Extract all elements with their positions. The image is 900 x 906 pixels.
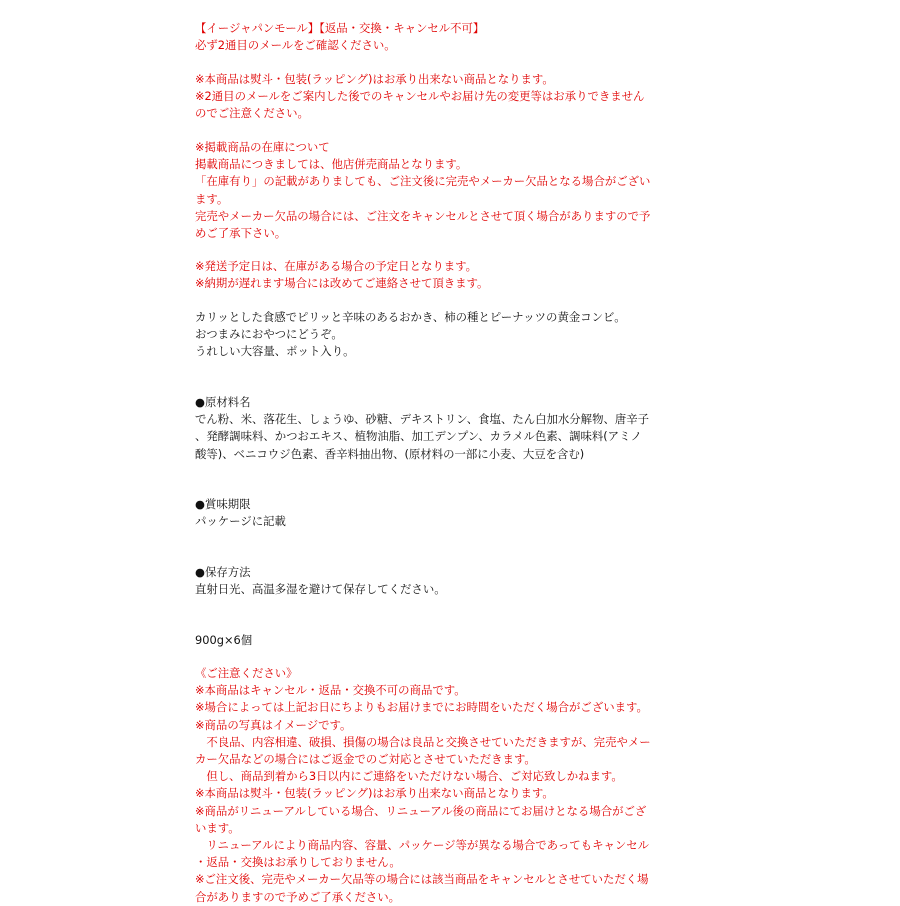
stock-notice-line: 「在庫有り」の記載がありましても、ご注文後に完売やメーカー欠品となる場合がござい <box>195 174 651 189</box>
caution-line: ※商品がリニューアルしている場合、リニューアル後の商品にてお届けとなる場合がござ <box>195 803 647 818</box>
wrapping-notice <box>195 71 675 123</box>
caution-line: 合がありますので予めご了承ください。 <box>195 889 401 904</box>
shipping-notice <box>195 258 675 292</box>
wrapping-notice-line: ※2通目のメールをご案内した後でのキャンセルやお届け先の変更等はお承りできません <box>195 89 645 104</box>
stock-notice-line: ※掲載商品の在庫について <box>195 140 330 154</box>
caution-line: リニューアルにより商品内容、容量、パッケージ等が異なる場合であってもキャンセル <box>195 838 650 853</box>
ingredients-section <box>195 394 675 463</box>
stock-notice-line: めご了承下さい。 <box>195 226 287 241</box>
best-before-heading: ●賞味期限 <box>195 497 251 511</box>
best-before-section <box>195 496 675 530</box>
ingredients-heading: ●原材料名 <box>195 395 251 409</box>
ingredients-line: 、発酵調味料、かつおエキス、植物油脂、加工デンプン、カラメル色素、調味料(アミノ <box>195 429 642 444</box>
quantity-section <box>195 632 675 649</box>
caution-line: ※商品の写真はイメージです。 <box>195 717 352 732</box>
stock-notice-line: 掲載商品につきましては、他店併売商品となります。 <box>195 157 468 172</box>
storage-heading: ●保存方法 <box>195 565 251 579</box>
caution-line: います。 <box>195 820 240 835</box>
shipping-notice-line: ※納期が遅れます場合には改めてご連絡させて頂きます。 <box>195 276 489 291</box>
shop-notice <box>195 20 675 54</box>
wrapping-notice-line: ※本商品は熨斗・包装(ラッピング)はお承り出来ない商品となります。 <box>195 72 554 86</box>
storage-value: 直射日光、高温多湿を避けて保存してください。 <box>195 582 446 597</box>
shop-notice-line: 【イージャパンモール】【返品・交換・キャンセル不可】 <box>195 21 485 35</box>
caution-line: ※ご注文後、完売やメーカー欠品等の場合には該当商品をキャンセルとさせていただく場 <box>195 872 649 887</box>
caution-line: 但し、商品到着から3日以内にご連絡をいただけない場合、ご対応致しかねます。 <box>195 769 623 784</box>
caution-heading: 《ご注意ください》 <box>195 666 298 680</box>
caution-line: 不良品、内容相違、破損、損傷の場合は良品と交換させていただきますが、完売やメー <box>195 734 651 749</box>
shop-notice-line: 必ず2通目のメールをご確認ください。 <box>195 38 396 53</box>
best-before-value: パッケージに記載 <box>195 514 286 529</box>
storage-section <box>195 564 675 598</box>
caution-line: カー欠品などの場合にはご返金でのご対応とさせていただきます。 <box>195 752 536 767</box>
quantity-text: 900g×6個 <box>195 633 253 647</box>
product-description <box>195 309 675 361</box>
description-line: うれしい大容量、ポット入り。 <box>195 344 355 359</box>
caution-line: ・返品・交換はお承りしておりません。 <box>195 855 401 870</box>
ingredients-line: でん粉、米、落花生、しょうゆ、砂糖、デキストリン、食塩、たん白加水分解物、唐辛子 <box>195 412 650 427</box>
caution-line: ※場合によっては上記お日にちよりもお届けまでにお時間をいただく場合がございます。 <box>195 700 648 715</box>
ingredients-line: 酸等)、ベニコウジ色素、香辛料抽出物、(原材料の一部に小麦、大豆を含む) <box>195 446 585 461</box>
stock-notice-line: ます。 <box>195 191 229 206</box>
caution-section <box>195 665 675 906</box>
wrapping-notice-line: のでご注意ください。 <box>195 106 309 121</box>
description-line: カリッとした食感でピリッと辛味のあるおかき、柿の種とピーナッツの黄金コンビ。 <box>195 310 626 324</box>
shipping-notice-line: ※発送予定日は、在庫がある場合の予定日となります。 <box>195 259 478 273</box>
description-line: おつまみにおやつにどうぞ。 <box>195 327 343 342</box>
stock-notice <box>195 139 675 242</box>
caution-line: ※本商品は熨斗・包装(ラッピング)はお承り出来ない商品となります。 <box>195 786 554 801</box>
stock-notice-line: 完売やメーカー欠品の場合には、ご注文をキャンセルとさせて頂く場合がありますので予 <box>195 208 651 223</box>
caution-line: ※本商品はキャンセル・返品・交換不可の商品です。 <box>195 683 466 698</box>
